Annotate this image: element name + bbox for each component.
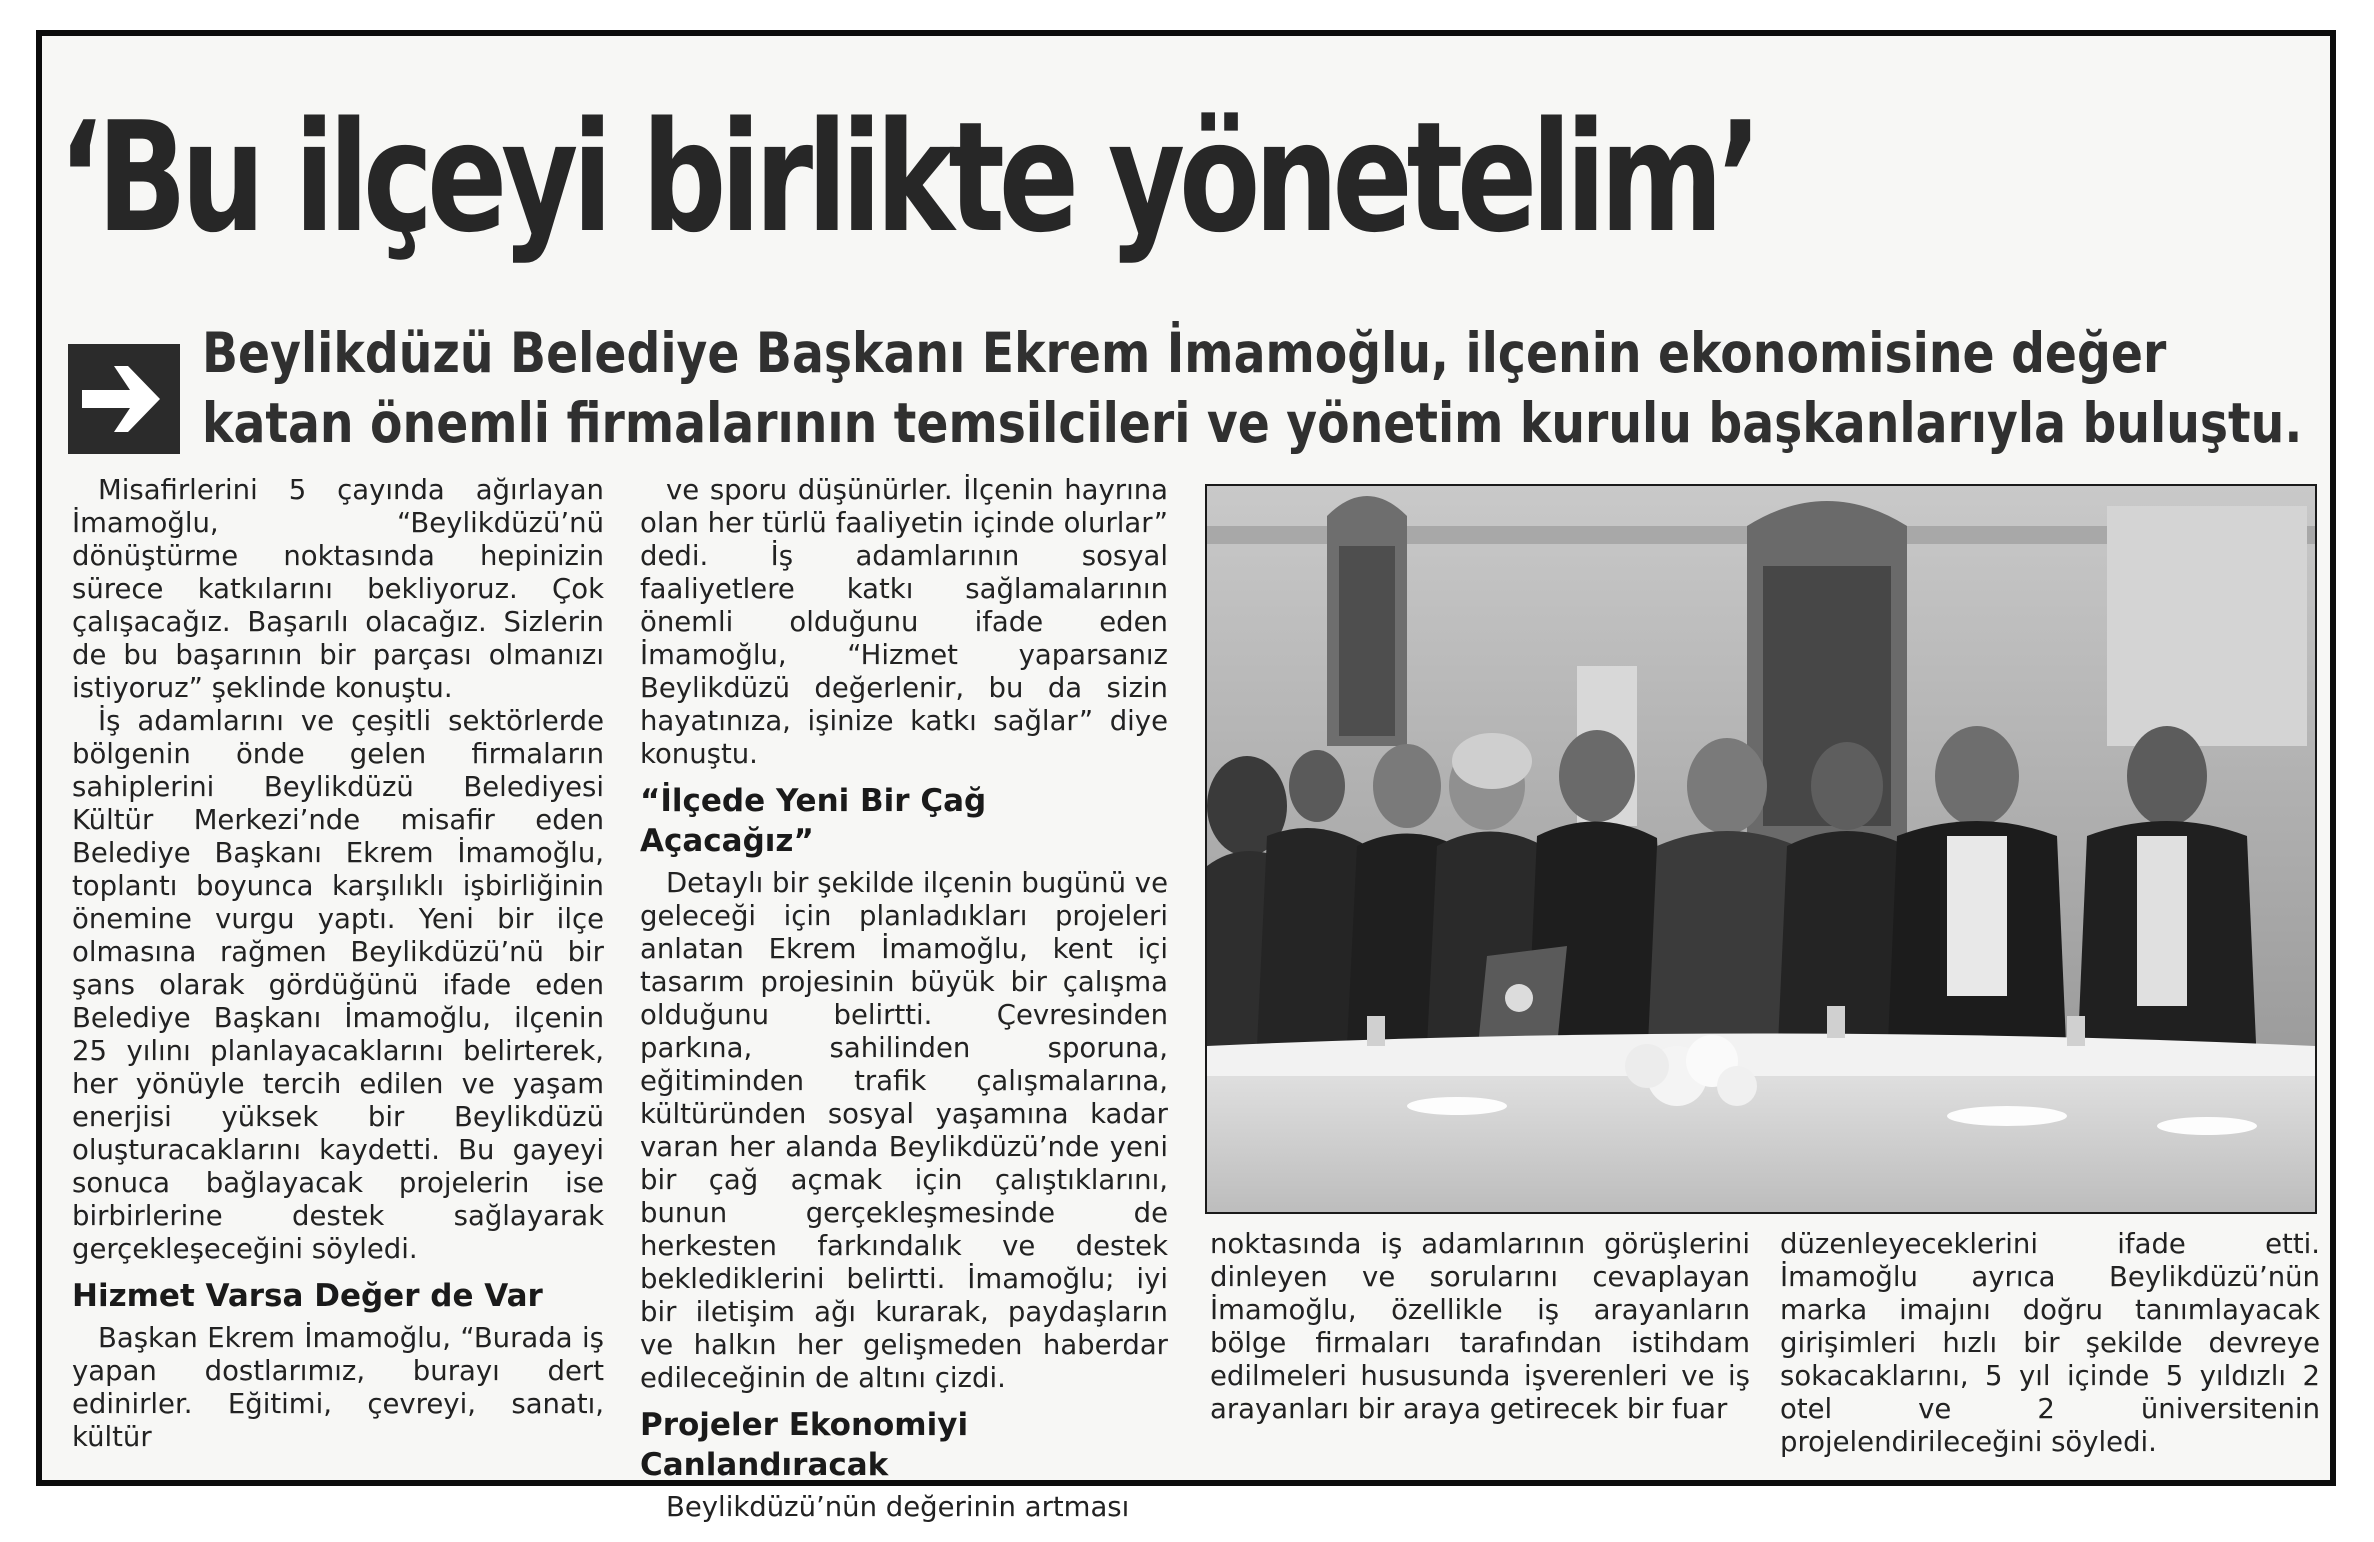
paragraph: Detaylı bir şekilde ilçenin bugünü ve geleceği için planladıkları projeleri anlatan Ekrem İmamoğlu, kent içi tasarım projesinin büyük bir çalışma olduğunu belirtti. Çevresinden parkına, sahilinden sporuna, eğitiminden trafik çalışmalarına, kültüründen sosyal yaşamına kadar varan her alanda Beylikdüzü’nde yeni bir çağ açmak için çalıştıklarını, bunun gerçekleşmesinde de herkesten farkındalık ve destek beklediklerini belirtti. İmamoğlu; iyi bir iletişim ağı kurarak, paydaşların ve halkın her gelişmeden haberdar edileceğinin de altını çizdi. xyxy=(640,867,1168,1394)
deck-line-2: katan önemli firmalarının temsilcileri ve yönetim kurulu başkanlarıyla buluştu. xyxy=(202,391,2303,455)
paragraph: Misafirlerini 5 çayında ağırlayan İmamoğlu, “Beylikdüzü’nü dönüştürme noktasında hepinizin sürece katkılarını bekliyoruz. Çok çalışacağız. Başarılı olacağız. Sizlerin de bu başarının bir parçası olmanızı istiyoruz” şeklinde konuştu. xyxy=(72,474,604,704)
paragraph: noktasında iş adamlarının görüşlerini dinleyen ve sorularını cevaplayan İmamoğlu, özellikle iş arayanların bölge firmaları tarafından istihdam edilmeleri hususunda işverenleri ve iş arayanları bir araya getirecek bir fuar xyxy=(1210,1228,1750,1425)
section-heading: Projeler Ekonomiyi Canlandıracak xyxy=(640,1407,969,1483)
deck-subheadline xyxy=(202,318,2303,458)
paragraph: Başkan Ekrem İmamoğlu, “Burada iş yapan dostlarımız, burayı dert edinirler. Eğitimi, çevreyi, sanatı, kültür xyxy=(72,1322,604,1453)
article-column-1 xyxy=(72,474,604,1454)
article-column-4 xyxy=(1780,1228,2320,1459)
paragraph: ve sporu düşünürler. İlçenin hayrına olan her türlü faaliyetin içinde olurlar” dedi. İş adamlarının sosyal faaliyetlere katkı sağlamalarının önemli olduğunu ifade eden İmamoğlu, “Hizmet yaparsanız Beylikdüzü değerlenir, bu da sizin hayatınıza, işinize katkı sağlar” diye konuştu. xyxy=(640,474,1168,770)
deck-line-1: Beylikdüzü Belediye Başkanı Ekrem İmamoğlu, ilçenin ekonomisine değer xyxy=(202,321,2167,385)
section-heading: Hizmet Varsa Değer de Var xyxy=(72,1278,543,1314)
article-column-2 xyxy=(640,474,1168,1524)
paragraph: İş adamlarını ve çeşitli sektörlerde bölgenin önde gelen firmaların sahiplerini Beylikdüzü Belediyesi Kültür Merkezi’nde misafir eden Belediye Başkanı Ekrem İmamoğlu, toplantı boyunca karşılıklı işbirliğinin önemine vurgu yaptı. Yeni bir ilçe olmasına rağmen Beylikdüzü’nü bir şans olarak gördüğünü ifade eden Belediye Başkanı İmamoğlu, ilçenin 25 yılını planlayacaklarını belirterek, her yönüyle tercih edilen ve yaşam enerjisi yüksek bir Beylikdüzü oluşturacaklarını kaydetti. Bu gayeyi sonuca bağlayacak projelerin ise birbirlerine destek sağlayarak gerçekleşeceğini söyledi. xyxy=(72,705,604,1265)
meeting-photo xyxy=(1205,484,2317,1214)
headline: ‘Bu ilçeyi birlikte yönetelim’ xyxy=(58,89,1757,266)
article-column-3 xyxy=(1210,1228,1750,1426)
paragraph: düzenleyeceklerini ifade etti. İmamoğlu ayrıca Beylikdüzü’nün marka imajını doğru tanımlayacak girişimleri hızlı bir şekilde devreye sokacaklarını, 5 yıl içinde 5 yıldızlı 2 otel ve 2 üniversitenin projelendirileceğini söyledi. xyxy=(1780,1228,2320,1458)
right-arrow-icon xyxy=(68,344,180,454)
paragraph: Beylikdüzü’nün değerinin artması xyxy=(666,1491,1130,1523)
section-heading: “İlçede Yeni Bir Çağ Açacağız” xyxy=(640,783,987,859)
